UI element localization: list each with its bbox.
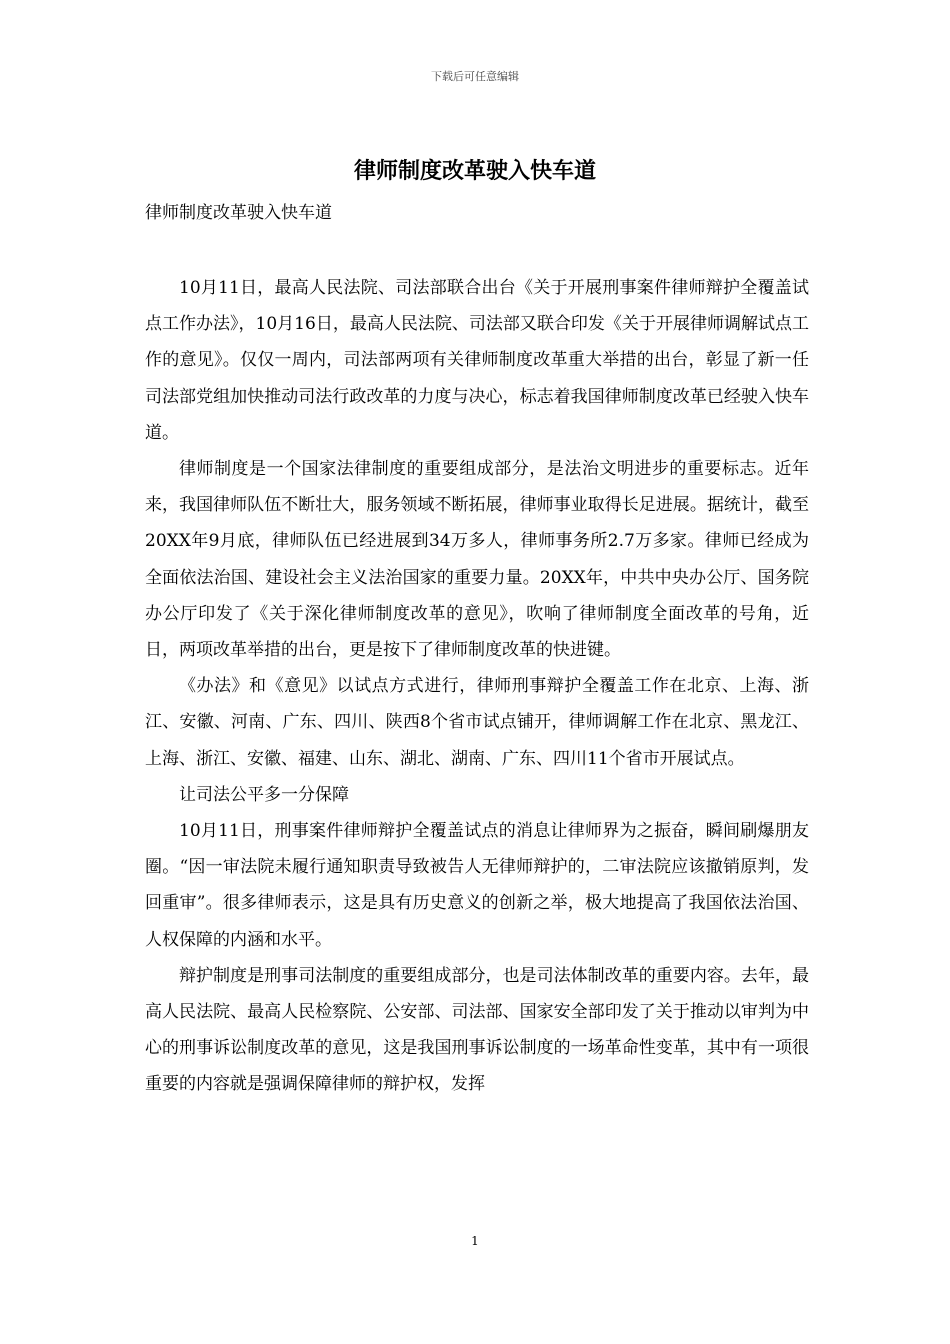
paragraph: 10月11日，刑事案件律师辩护全覆盖试点的消息让律师界为之振奋，瞬间刷爆朋友圈。“因一审法院未履行通知职责导致被告人无律师辩护的，二审法院应该撤销原判，发回重审”。很多律师表示，这是具有历史意义的创新之举，极大地提高了我国依法治国、人权保障的内涵和水平。 <box>145 821 809 950</box>
document-title: 律师制度改革驶入快车道 <box>353 158 596 184</box>
section-heading: 让司法公平多一分保障 <box>179 784 349 805</box>
page-number: 1 <box>471 1234 479 1248</box>
document-subtitle: 律师制度改革驶入快车道 <box>145 203 332 223</box>
paragraph: 律师制度是一个国家法律制度的重要组成部分，是法治文明进步的重要标志。近年来，我国律师队伍不断壮大，服务领域不断拓展，律师事业取得长足进展。据统计，截至20XX年9月底，律师队伍已经进展到34万多人，律师事务所2.7万多家。律师已经成为全面依法治国、建设社会主义法治国家的重要力量。20XX年，中共中央办公厅、国务院办公厅印发了《关于深化律师制度改革的意见》，吹响了律师制度全面改革的号角，近日，两项改革举措的出台，更是按下了律师制度改革的快进键。 <box>145 459 809 661</box>
paragraph: 辩护制度是刑事司法制度的重要组成部分，也是司法体制改革的重要内容。去年，最高人民法院、最高人民检察院、公安部、司法部、国家安全部印发了关于推动以审判为中心的刑事诉讼制度改革的意见，这是我国刑事诉讼制度的一场革命性变革，其中有一项很重要的内容就是强调保障律师的辩护权，发挥 <box>145 965 809 1095</box>
paragraph: 10月11日，最高人民法院、司法部联合出台《关于开展刑事案件律师辩护全覆盖试点工作办法》，10月16日，最高人民法院、司法部又联合印发《关于开展律师调解试点工作的意见》。仅仅一周内，司法部两项有关律师制度改革重大举措的出台，彰显了新一任司法部党组加快推动司法行政改革的力度与决心，标志着我国律师制度改革已经驶入快车道。 <box>145 278 809 443</box>
header-note: 下载后可任意编辑 <box>431 70 519 83</box>
document-body <box>145 270 809 1103</box>
paragraph: 《办法》和《意见》以试点方式进行，律师刑事辩护全覆盖工作在北京、上海、浙江、安徽、河南、广东、四川、陕西8个省市试点铺开，律师调解工作在北京、黑龙江、上海、浙江、安徽、福建、山东、湖北、湖南、广东、四川11个省市开展试点。 <box>145 676 809 769</box>
